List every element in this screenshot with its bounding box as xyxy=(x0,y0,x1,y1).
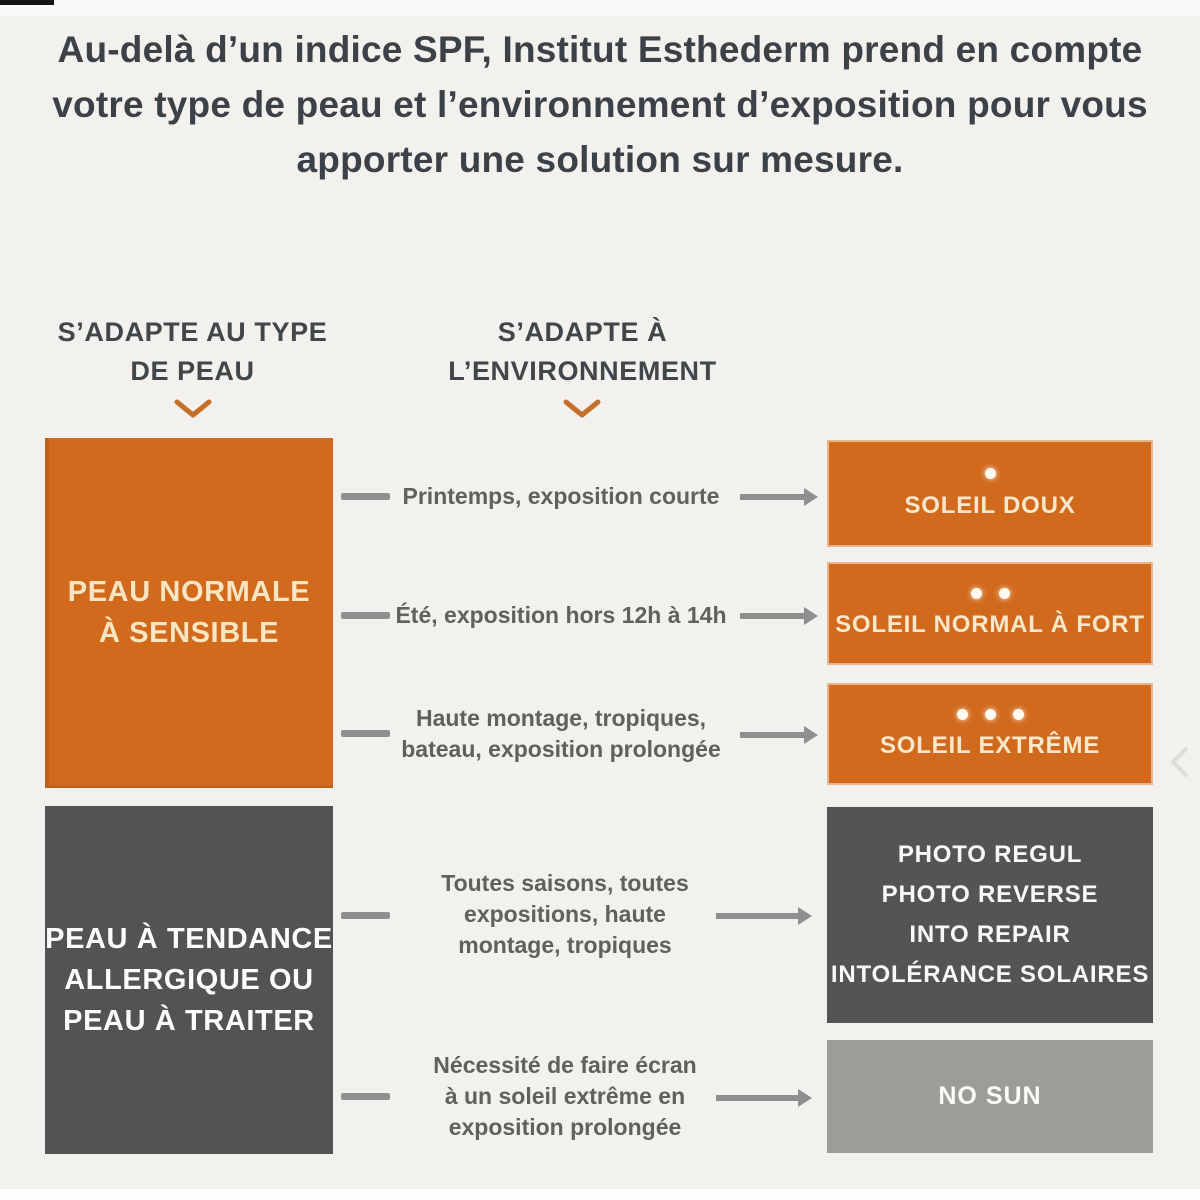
condition-line: expositions, haute xyxy=(464,901,666,927)
product-label: SOLEIL DOUX xyxy=(904,491,1076,519)
sun-intensity-dot xyxy=(985,468,996,479)
product-box-soleil-normal-fort xyxy=(827,562,1153,665)
column-header-line: DE PEAU xyxy=(130,356,255,386)
column-header-line: S’ADAPTE À xyxy=(497,317,668,347)
condition-line: Printemps, exposition courte xyxy=(402,483,720,509)
condition-line: Haute montage, tropiques, xyxy=(415,705,707,731)
arrow-right-icon xyxy=(740,488,818,506)
sun-intensity-dot xyxy=(957,709,968,720)
condition-line: Toutes saisons, toutes xyxy=(441,870,689,896)
product-box-no-sun xyxy=(827,1040,1153,1153)
arrow-right-icon xyxy=(716,1089,812,1107)
product-label: NO SUN xyxy=(938,1082,1042,1110)
product-label-line: PHOTO REGUL xyxy=(897,841,1083,868)
condition-label-row4 xyxy=(400,868,730,961)
carousel-prev-icon[interactable] xyxy=(1166,745,1192,779)
product-box-soleil-extreme xyxy=(827,683,1153,785)
chevron-down-icon xyxy=(563,399,601,419)
product-label-line: INTOLÉRANCE SOLAIRES xyxy=(830,961,1150,988)
arrow-right-icon xyxy=(716,907,812,925)
sun-intensity-dot xyxy=(985,709,996,720)
sun-intensity-dot xyxy=(999,588,1010,599)
sun-intensity-dot xyxy=(971,588,982,599)
product-label-line: PHOTO REVERSE xyxy=(881,881,1099,908)
product-box-photo-range xyxy=(827,807,1153,1023)
product-label: SOLEIL NORMAL À FORT xyxy=(835,611,1145,638)
intro-text-line: votre type de peau et l’environnement d’exposition pour vous xyxy=(52,84,1148,125)
product-box-soleil-doux xyxy=(827,440,1153,547)
chevron-down-icon xyxy=(174,399,212,419)
product-label: SOLEIL EXTRÊME xyxy=(879,731,1101,759)
skin-type-label-line: ALLERGIQUE OU xyxy=(64,963,314,996)
top-strip xyxy=(0,0,1200,16)
condition-line: à un soleil extrême en xyxy=(444,1083,686,1109)
connector-dash xyxy=(341,912,390,919)
condition-line: Nécessité de faire écran xyxy=(433,1052,697,1078)
column-header-environment xyxy=(430,313,735,391)
condition-label-row1 xyxy=(386,481,736,512)
skin-type-label-line: PEAU À TENDANCE xyxy=(45,922,333,955)
corner-artifact xyxy=(0,0,54,5)
sun-intensity-dot xyxy=(1013,709,1024,720)
column-header-skin-type xyxy=(40,313,345,391)
connector-dash xyxy=(341,730,390,737)
sun-intensity-dots xyxy=(957,709,1024,720)
sun-intensity-dots xyxy=(985,468,996,479)
sun-intensity-dots xyxy=(971,588,1010,599)
arrow-right-icon xyxy=(740,607,818,625)
condition-label-row2 xyxy=(386,600,736,631)
skin-type-label-line: PEAU À TRAITER xyxy=(63,1004,315,1037)
skin-type-box-allergique-traiter xyxy=(45,806,333,1154)
condition-line: exposition prolongée xyxy=(448,1114,682,1140)
connector-dash xyxy=(341,612,390,619)
column-header-line: L’ENVIRONNEMENT xyxy=(448,356,717,386)
intro-text-line: apporter une solution sur mesure. xyxy=(296,139,904,180)
intro-text xyxy=(0,22,1200,187)
column-header-line: S’ADAPTE AU TYPE xyxy=(57,317,328,347)
connector-dash xyxy=(341,1093,390,1100)
skin-type-label-line: À SENSIBLE xyxy=(98,617,280,649)
bottom-strip xyxy=(0,1189,1200,1200)
condition-line: montage, tropiques xyxy=(458,932,672,958)
connector-dash xyxy=(341,493,390,500)
condition-line: Été, exposition hors 12h à 14h xyxy=(395,602,727,628)
product-label-line: INTO REPAIR xyxy=(909,921,1071,948)
condition-line: bateau, exposition prolongée xyxy=(401,736,721,762)
condition-label-row3 xyxy=(386,703,736,765)
skin-type-label-line: PEAU NORMALE xyxy=(67,576,311,608)
intro-text-line: Au-delà d’un indice SPF, Institut Esthederm prend en compte xyxy=(57,29,1143,70)
condition-label-row5 xyxy=(400,1050,730,1143)
skin-type-box-normal-sensible xyxy=(45,438,333,788)
arrow-right-icon xyxy=(740,726,818,744)
